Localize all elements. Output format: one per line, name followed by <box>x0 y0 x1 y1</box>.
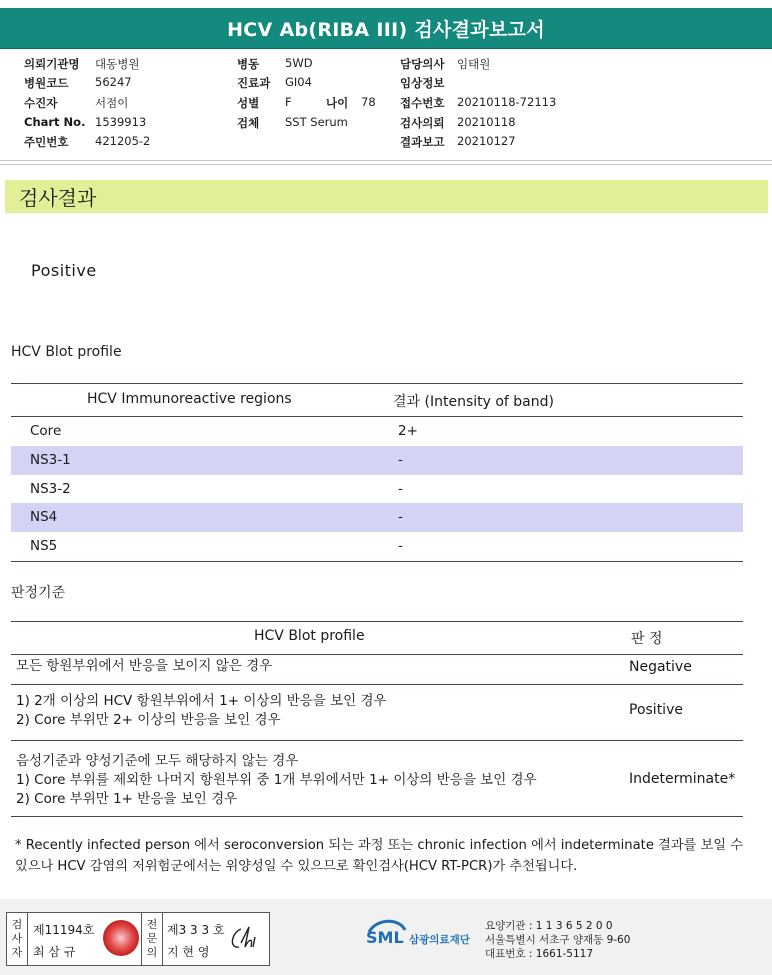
column-header: HCV Blot profile <box>254 628 365 644</box>
signer-role-label: 전문의 <box>141 913 163 965</box>
intensity-cell: - <box>398 538 403 554</box>
info-label: 검사의뢰 <box>400 116 445 130</box>
criteria-condition <box>16 692 387 730</box>
criteria-line: 1) 2개 이상의 HCV 항원부위에서 1+ 이상의 반응을 보인 경우 <box>16 693 387 709</box>
table-rule <box>11 684 743 685</box>
table-rule <box>11 621 743 622</box>
info-label: 병동 <box>237 57 260 71</box>
criteria-condition <box>16 657 272 676</box>
criteria-line: 음성기준과 양성기준에 모두 해당하지 않는 경우 <box>16 753 299 769</box>
region-cell: NS5 <box>30 538 58 554</box>
signer-name: 지 현 영 <box>167 945 210 959</box>
intensity-cell: - <box>398 481 403 497</box>
patient-info <box>0 54 772 154</box>
column-header: 결과 (Intensity of band) <box>393 394 554 410</box>
region-cell: NS4 <box>30 509 58 525</box>
info-value: 20210118 <box>457 115 516 129</box>
table-rule <box>11 561 743 562</box>
criteria-line: 2) Core 부위만 2+ 이상의 반응을 보인 경우 <box>16 712 281 728</box>
criteria-verdict: Negative <box>629 659 692 675</box>
report-title: HCV Ab(RIBA III) 검사결과보고서 <box>227 18 545 41</box>
info-label: 임상정보 <box>400 76 445 90</box>
table-row <box>11 446 743 475</box>
info-label: 진료과 <box>237 76 271 90</box>
criteria-condition <box>16 752 537 809</box>
table-rule <box>11 740 743 741</box>
criteria-line: 2) Core 부위만 1+ 반응을 보인 경우 <box>16 791 238 807</box>
report-title-bar <box>0 8 772 49</box>
table-rule <box>11 816 743 817</box>
table-row <box>11 475 743 504</box>
info-value: 20210118-72113 <box>457 95 557 109</box>
logo-text: SML <box>366 928 404 947</box>
info-value: 421205-2 <box>95 134 151 148</box>
intensity-cell: - <box>398 452 403 468</box>
info-value: 서점이 <box>95 96 129 110</box>
org-name: 삼광의료재단 <box>409 934 470 946</box>
table-rule <box>11 383 743 384</box>
result-value: Positive <box>31 261 97 280</box>
signer-license: 제3 3 3 호 <box>167 923 225 937</box>
divider <box>0 164 772 165</box>
info-label: 수진자 <box>24 96 58 110</box>
info-label: 의뢰기관명 <box>24 57 80 71</box>
info-value: 20210127 <box>457 134 516 148</box>
org-line: 서울특별시 서초구 양재동 9-60 <box>485 934 631 946</box>
table-rule <box>11 654 743 655</box>
info-value: 5WD <box>285 56 313 70</box>
info-label: 담당의사 <box>400 57 445 71</box>
age-value: 78 <box>361 95 376 109</box>
region-cell: NS3-2 <box>30 481 71 497</box>
footnote: * Recently infected person 에서 seroconversion 되는 과정 또는 chronic infection 에서 indeterminate 결과를 보일 수 있으나 HCV 감염의 저위험군에서는 위양성일 수 있으므로 확인검사(HCV RT-PCR)가 추천됩니다. <box>15 838 743 874</box>
org-line: 요양기관 : 1 1 3 6 5 2 0 0 <box>485 920 613 932</box>
table-row <box>11 503 743 532</box>
intensity-cell: - <box>398 509 403 525</box>
info-value: GI04 <box>285 75 312 89</box>
info-label: 병원코드 <box>24 76 69 90</box>
criteria-line: 모든 항원부위에서 반응을 보이지 않은 경우 <box>16 658 273 674</box>
info-value: 1539913 <box>95 115 147 129</box>
table-row <box>11 417 743 446</box>
blot-profile-title: HCV Blot profile <box>11 344 122 360</box>
result-section-header <box>5 180 768 213</box>
region-cell: Core <box>30 423 62 439</box>
org-line: 대표번호 : 1661-5117 <box>485 948 594 960</box>
column-header: 판 정 <box>631 631 663 647</box>
info-value: 임태원 <box>457 57 491 71</box>
signature-box <box>6 912 270 966</box>
criteria-title: 판정기준 <box>11 585 66 601</box>
signer-license: 제11194호 <box>33 923 95 937</box>
age-label: 나이 <box>326 96 349 110</box>
divider <box>0 160 772 161</box>
sml-logo <box>365 918 485 954</box>
info-label: 주민번호 <box>24 135 69 149</box>
result-section-title: 검사결과 <box>19 186 97 210</box>
criteria-verdict: Positive <box>629 702 683 718</box>
criteria-line: 1) Core 부위를 제외한 나머지 항원부위 중 1개 부위에서만 1+ 이상의 반응을 보인 경우 <box>16 772 537 788</box>
info-value: 대동병원 <box>95 57 140 71</box>
region-cell: NS3-1 <box>30 452 71 468</box>
intensity-cell: 2+ <box>398 423 418 439</box>
info-value: SST Serum <box>285 115 348 129</box>
info-label: 검체 <box>237 116 260 130</box>
info-value: F <box>285 95 292 109</box>
info-label: 결과보고 <box>400 135 445 149</box>
info-label: 성별 <box>237 96 260 110</box>
criteria-verdict: Indeterminate* <box>629 771 736 787</box>
info-label: Chart No. <box>24 115 86 129</box>
official-seal-icon <box>103 920 139 956</box>
signer-name: 최 삼 규 <box>33 945 76 959</box>
info-value: 56247 <box>95 75 132 89</box>
org-contact <box>485 919 630 961</box>
info-label: 접수번호 <box>400 96 445 110</box>
column-header: HCV Immunoreactive regions <box>87 391 292 407</box>
table-row <box>11 532 743 561</box>
blot-table-header <box>11 385 743 417</box>
signer-role-label: 검사자 <box>7 913 28 965</box>
handwritten-signature-icon <box>227 923 261 955</box>
